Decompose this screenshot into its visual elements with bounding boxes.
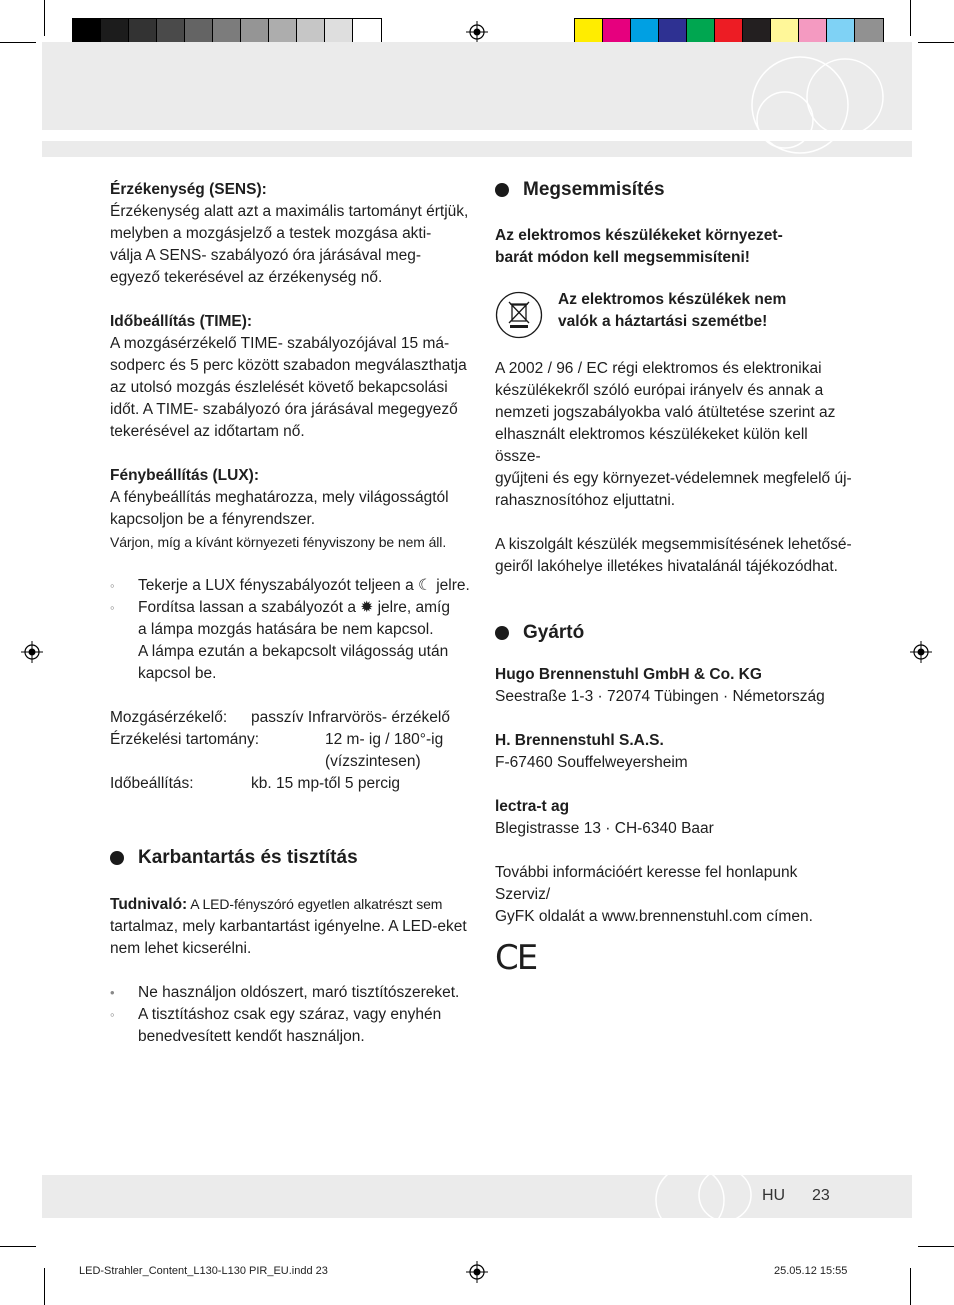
text-line: A mozgásérzékelő TIME- szabályozójával 15 má-	[110, 335, 450, 352]
registration-mark-icon	[466, 21, 488, 43]
text-line: gyűjteni és egy környezet-védelemnek megfelelő új-	[495, 470, 852, 487]
disposal-warning	[495, 225, 855, 269]
spec-value: passzív Infrarvörös- érzékelő	[251, 709, 450, 726]
bullet-dot-icon	[495, 183, 509, 197]
page-footer	[762, 1187, 830, 1205]
list-item-line: Fordítsa lassan a szabályozót a ✹ jelre, amíg	[138, 599, 450, 616]
page-number: 23	[812, 1187, 830, 1204]
time-heading: Időbeállítás (TIME):	[110, 313, 253, 330]
text-line: Az elektromos készülékeket környezet-	[495, 227, 783, 244]
crop-mark	[44, 1268, 45, 1305]
list-item-line: benedvesített kendőt használjon.	[138, 1028, 365, 1045]
text-line: barát módon kell megsemmisíteni!	[495, 249, 750, 266]
spec-label: Időbeállítás:	[110, 775, 194, 792]
spec-value: (vízszintesen)	[325, 753, 421, 770]
registration-mark-icon	[21, 641, 43, 663]
spec-label: Érzékelési tartomány:	[110, 731, 260, 748]
spec-row	[110, 729, 470, 751]
list-marker-icon: ◦	[110, 1007, 115, 1022]
list-item-line: A lámpa ezután a bekapcsolt világosság után	[138, 643, 449, 660]
spec-value: 12 m- ig / 180°-ig	[325, 731, 444, 748]
list-item	[110, 575, 470, 597]
text-line: GyFK oldalát a www.brennenstuhl.com címen.	[495, 908, 813, 925]
maintenance-note-text	[110, 916, 470, 960]
lux-heading: Fénybeállítás (LUX):	[110, 467, 259, 484]
text-line: időt. A TIME- szabályozó óra járásával megegyező	[110, 401, 458, 418]
slug-date: 25.05.12 15:55	[774, 1265, 848, 1277]
service-info	[495, 862, 855, 928]
text-line: tartalmaz, mely karbantartást igényelne. A LED-eket	[110, 918, 467, 935]
company	[495, 730, 855, 774]
list-item-line: A tisztításhoz csak egy száraz, vagy enyhén	[138, 1006, 442, 1023]
manufacturer-title: Gyártó	[523, 622, 585, 643]
disposal-title: Megsemmisítés	[523, 179, 665, 200]
text-line: A kiszolgált készülék megsemmisítésének lehetősé-	[495, 536, 852, 553]
text-line: készülékekről szóló európai irányelv és annak a	[495, 382, 824, 399]
registration-mark-icon	[466, 1261, 488, 1283]
list-item	[110, 982, 470, 1004]
company-address: Seestraße 1-3 · 72074 Tübingen · Németország	[495, 688, 825, 705]
company-name: lectra-t ag	[495, 798, 570, 815]
maintenance-note: Tudnivaló: A LED-fényszóró egyetlen alkatrészt sem	[110, 896, 443, 913]
list-item-line: kapcsol be.	[138, 665, 217, 682]
maintenance-title: Karbantartás és tisztítás	[138, 847, 358, 868]
ce-mark	[495, 938, 855, 978]
specifications	[110, 707, 470, 795]
text-line: melyben a mozgásjelző a testek mozgása akti-	[110, 225, 432, 242]
spec-row	[110, 773, 470, 795]
spec-row	[110, 707, 470, 729]
weee-text	[558, 289, 786, 333]
left-column	[110, 179, 470, 1048]
lux-note: Várjon, míg a kívánt környezeti fényviszony be nem áll.	[110, 534, 447, 550]
crop-mark	[0, 1246, 36, 1247]
crop-mark	[0, 42, 36, 43]
company-name: H. Brennenstuhl S.A.S.	[495, 732, 664, 749]
disposal-paragraph-1	[495, 358, 855, 512]
list-item	[110, 1004, 470, 1048]
right-column	[495, 179, 855, 978]
maintenance-heading	[110, 847, 470, 869]
manufacturer-heading	[495, 622, 855, 644]
text-line: További információért keresse fel honlapunk Szerviz/	[495, 864, 798, 903]
cleaning-list	[110, 982, 470, 1048]
crop-mark	[910, 1268, 911, 1305]
registration-mark-icon	[910, 641, 932, 663]
list-item	[110, 597, 470, 685]
list-item-line: Ne használjon oldószert, maró tisztítószereket.	[138, 984, 460, 1001]
spec-value: kb. 15 mp-től 5 percig	[251, 775, 401, 792]
text-line: egyező tekerésével az érzékenység nő.	[110, 269, 383, 286]
list-item-line: a lámpa mozgás hatására be nem kapcsol.	[138, 621, 434, 638]
list-marker-icon: ◦	[110, 600, 115, 615]
crop-mark	[44, 0, 45, 36]
disposal-heading	[495, 179, 855, 201]
text-line: valók a háztartási szemétbe!	[558, 313, 768, 330]
decorative-circles-icon	[640, 1160, 760, 1220]
text-line: válja A SENS- szabályozó óra járásával meg-	[110, 247, 422, 264]
text-line: elhasznált elektromos készülékeket külön kell össze-	[495, 426, 808, 465]
spec-row	[110, 751, 470, 773]
slug-filename: LED-Strahler_Content_L130-L130 PIR_EU.indd 23	[79, 1265, 328, 1277]
text-line: A 2002 / 96 / EC régi elektromos és elektronikai	[495, 360, 822, 377]
text-line: geiről lakóhelye illetékes hivatalánál tájékozódhat.	[495, 558, 838, 575]
text-line: Az elektromos készülékek nem	[558, 291, 787, 308]
disposal-paragraph-2	[495, 534, 855, 578]
company-name: Hugo Brennenstuhl GmbH & Co. KG	[495, 666, 762, 683]
crop-mark	[918, 1246, 954, 1247]
text-line: az utolsó mozgás észlelését követő bekapcsolási	[110, 379, 448, 396]
language-code: HU	[762, 1187, 786, 1204]
crop-mark	[918, 42, 954, 43]
lux-steps-list	[110, 575, 470, 685]
crossed-bin-icon	[495, 291, 543, 339]
company-address: Blegistrasse 13 · CH-6340 Baar	[495, 820, 714, 837]
bullet-dot-icon	[495, 626, 509, 640]
text-line: Érzékenység alatt azt a maximális tartományt értjük,	[110, 203, 469, 220]
company-address: F-67460 Souffelweyersheim	[495, 754, 688, 771]
list-marker-icon: •	[110, 985, 115, 1000]
lux-text	[110, 487, 470, 531]
spec-spacer	[110, 751, 325, 773]
text-line: nemzeti jogszabályokba való átültetése szerint az	[495, 404, 836, 421]
text-line: kapcsoljon be a fényrendszer.	[110, 511, 316, 528]
text-line: sodperc és 5 perc között szabadon megválaszthatja	[110, 357, 467, 374]
weee-notice	[495, 289, 855, 339]
bullet-dot-icon	[110, 851, 124, 865]
time-text	[110, 333, 470, 443]
text-line: tekerésével az időtartam nő.	[110, 423, 305, 440]
decorative-circles-icon	[715, 45, 915, 160]
manufacturer-list	[495, 664, 855, 840]
company	[495, 664, 855, 708]
crop-mark	[910, 0, 911, 36]
text-line: nem lehet kicserélni.	[110, 940, 252, 957]
sens-text	[110, 201, 470, 289]
list-item-line: Tekerje a LUX fényszabályozót teljeen a ☾ jelre.	[138, 577, 470, 594]
ce-mark-text: CE	[495, 938, 537, 978]
sens-heading: Érzékenység (SENS):	[110, 181, 267, 198]
text-line: rahasznosítóhoz eljuttatni.	[495, 492, 676, 509]
list-marker-icon: ◦	[110, 578, 115, 593]
company	[495, 796, 855, 840]
spec-label: Mozgásérzékelő:	[110, 709, 228, 726]
text-line: A fénybeállítás meghatározza, mely világosságtól	[110, 489, 449, 506]
